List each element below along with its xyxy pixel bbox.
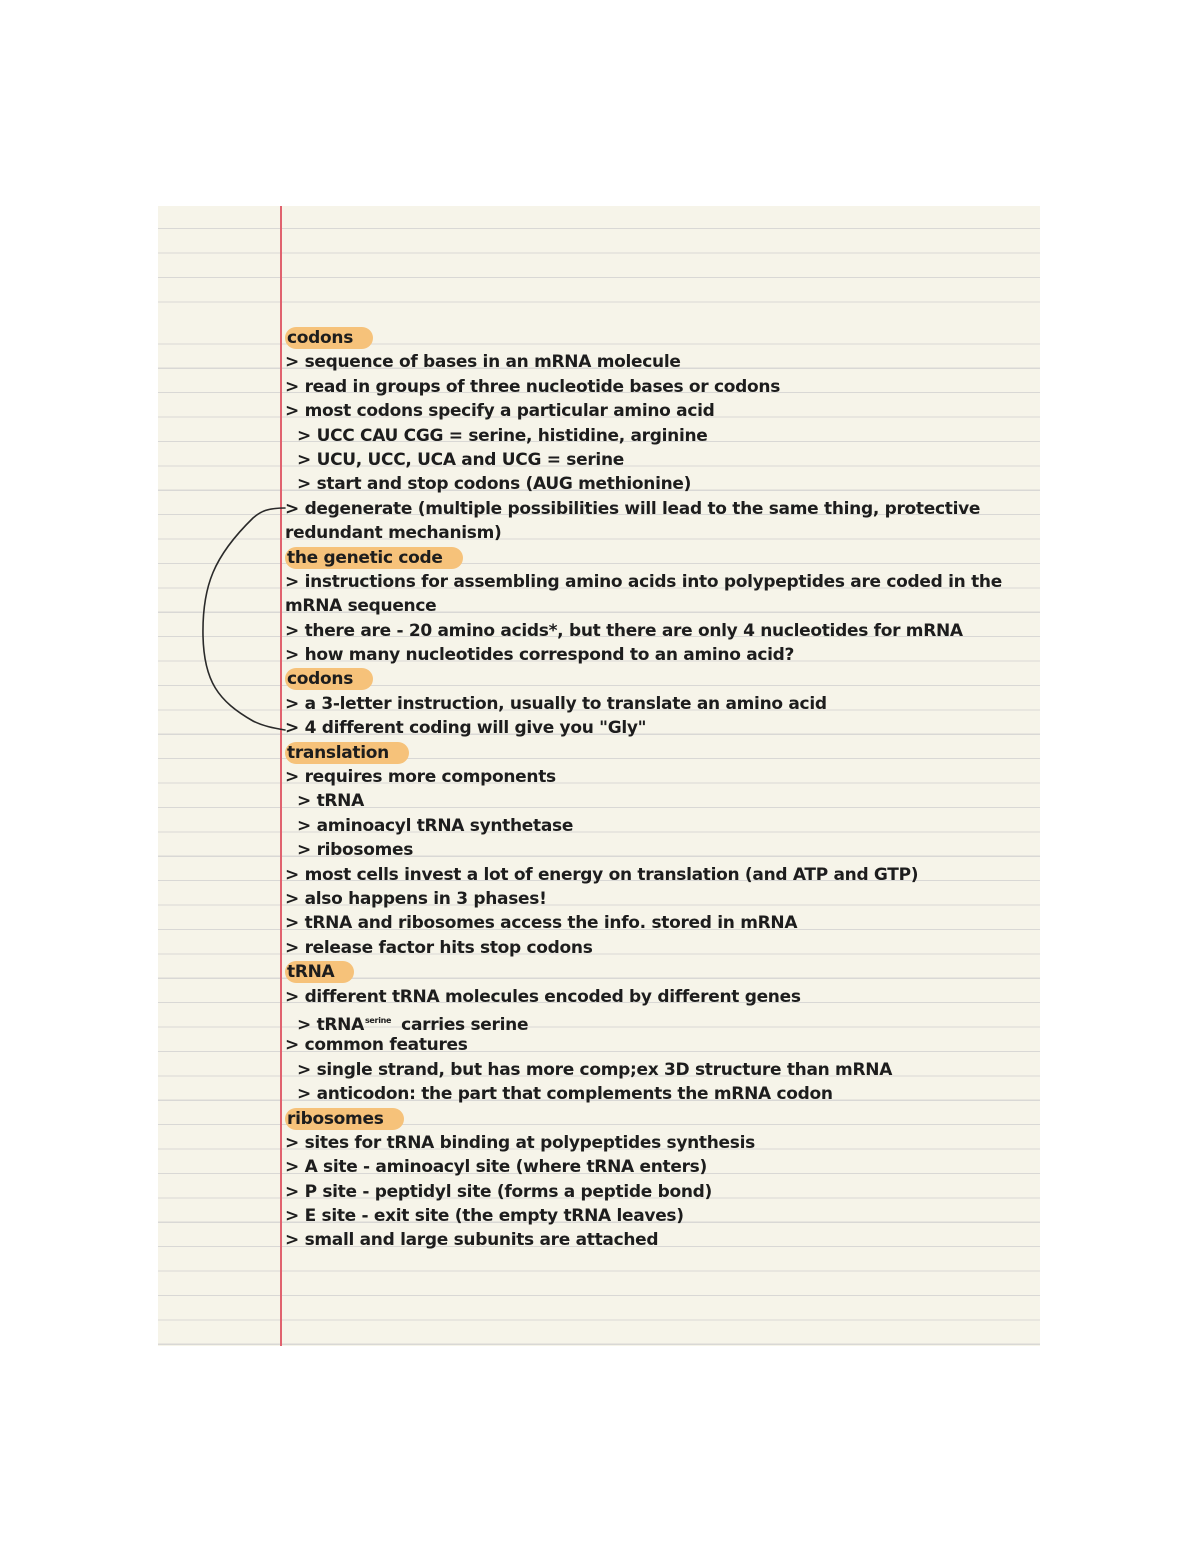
line-text: > most codons specify a particular amino acid xyxy=(285,401,715,422)
note-line xyxy=(285,594,1025,618)
section-heading xyxy=(285,741,1025,765)
sub-bullet-line xyxy=(285,814,1025,838)
line-text: > there are - 20 amino acids*, but there are only 4 nucleotides for mRNA xyxy=(285,620,963,641)
line-text: > read in groups of three nucleotide bases or codons xyxy=(285,376,781,397)
line-text: > single strand, but has more comp;ex 3D structure than mRNA xyxy=(297,1059,893,1080)
note-line xyxy=(285,399,1025,423)
highlighted-heading: ribosomes xyxy=(285,1108,404,1130)
line-text: > common features xyxy=(285,1035,468,1056)
note-line xyxy=(285,985,1025,1009)
note-line xyxy=(285,521,1025,545)
line-text: > A site - aminoacyl site (where tRNA enters) xyxy=(285,1157,707,1178)
note-line xyxy=(285,936,1025,960)
note-line xyxy=(285,1180,1025,1204)
note-line xyxy=(285,643,1025,667)
section-heading xyxy=(285,546,1025,570)
section-heading xyxy=(285,960,1025,984)
note-line xyxy=(285,1204,1025,1228)
notebook-page xyxy=(158,206,1040,1346)
section-heading xyxy=(285,326,1025,350)
note-line xyxy=(285,1131,1025,1155)
line-text: > release factor hits stop codons xyxy=(285,937,593,958)
line-text: > most cells invest a lot of energy on translation (and ATP and GTP) xyxy=(285,864,919,885)
line-text: > also happens in 3 phases! xyxy=(285,888,547,909)
line-text: > tRNA and ribosomes access the info. stored in mRNA xyxy=(285,913,798,934)
note-line xyxy=(285,1228,1025,1252)
line-text: > degenerate (multiple possibilities will lead to the same thing, protective xyxy=(285,498,981,519)
line-text: > 4 different coding will give you "Gly" xyxy=(285,718,647,739)
line-text: > anticodon: the part that complements the mRNA codon xyxy=(297,1084,833,1105)
note-line xyxy=(285,619,1025,643)
sub-bullet-line xyxy=(285,838,1025,862)
notes-body xyxy=(285,326,1025,1253)
line-text: > P site - peptidyl site (forms a peptide bond) xyxy=(285,1181,712,1202)
line-text: > ribosomes xyxy=(297,840,414,861)
sub-bullet-line xyxy=(285,789,1025,813)
section-heading xyxy=(285,1107,1025,1131)
line-text: > requires more components xyxy=(285,767,556,788)
line-text: > how many nucleotides correspond to an amino acid? xyxy=(285,645,795,666)
sub-bullet-line xyxy=(285,1082,1025,1106)
note-line xyxy=(285,692,1025,716)
line-text-continued: carries serine xyxy=(401,1014,529,1035)
line-text: > tRNA xyxy=(297,1014,364,1035)
sub-bullet-line xyxy=(285,424,1025,448)
note-line xyxy=(285,863,1025,887)
note-line xyxy=(285,911,1025,935)
note-line xyxy=(285,716,1025,740)
line-text: > instructions for assembling amino acids into polypeptides are coded in the xyxy=(285,571,1002,592)
note-line xyxy=(285,765,1025,789)
note-line xyxy=(285,887,1025,911)
line-text: > UCC CAU CGG = serine, histidine, arginine xyxy=(297,425,708,446)
line-text: > UCU, UCC, UCA and UCG = serine xyxy=(297,449,624,470)
line-text: > aminoacyl tRNA synthetase xyxy=(297,815,574,836)
line-text: > small and large subunits are attached xyxy=(285,1230,659,1251)
line-text: > sites for tRNA binding at polypeptides synthesis xyxy=(285,1132,755,1153)
line-text: > tRNA xyxy=(297,791,364,812)
highlighted-heading: tRNA xyxy=(285,961,354,983)
note-line xyxy=(285,375,1025,399)
line-text: > start and stop codons (AUG methionine) xyxy=(297,474,692,495)
line-text: mRNA sequence xyxy=(285,596,437,617)
line-text: redundant mechanism) xyxy=(285,523,502,544)
sub-bullet-line xyxy=(285,472,1025,496)
line-text: > sequence of bases in an mRNA molecule xyxy=(285,352,681,373)
highlighted-heading: translation xyxy=(285,742,409,764)
line-text: > E site - exit site (the empty tRNA leaves) xyxy=(285,1206,684,1227)
line-text: > different tRNA molecules encoded by different genes xyxy=(285,986,801,1007)
note-line xyxy=(285,1155,1025,1179)
highlighted-heading: codons xyxy=(285,327,373,349)
superscript-label: serine xyxy=(364,1015,392,1025)
highlighted-heading: the genetic code xyxy=(285,547,463,569)
highlighted-heading: codons xyxy=(285,668,373,690)
sub-bullet-line xyxy=(285,1009,1025,1033)
line-text: > a 3-letter instruction, usually to translate an amino acid xyxy=(285,693,827,714)
note-line xyxy=(285,497,1025,521)
section-heading xyxy=(285,667,1025,691)
sub-bullet-line xyxy=(285,448,1025,472)
sub-bullet-line xyxy=(285,1058,1025,1082)
note-line xyxy=(285,350,1025,374)
note-line xyxy=(285,570,1025,594)
note-line xyxy=(285,1033,1025,1057)
